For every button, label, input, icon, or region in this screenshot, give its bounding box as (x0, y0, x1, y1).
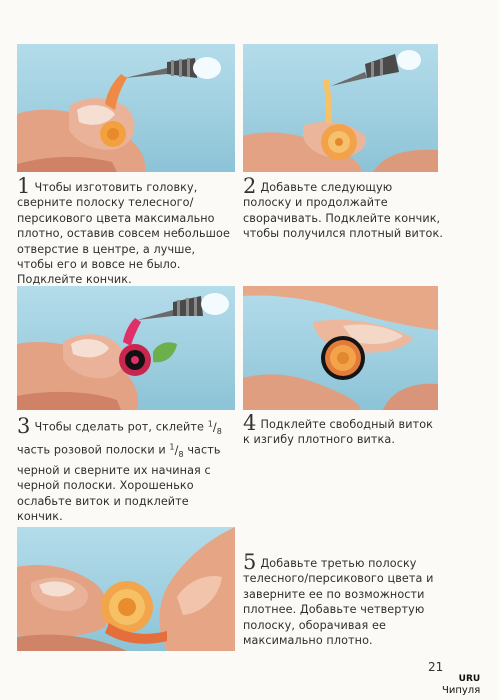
step-3-text (17, 413, 235, 524)
step-4-instruction: Подклейте свободный виток к изгибу плотного витка. (243, 418, 434, 447)
step-2-photo (243, 44, 438, 172)
step-3-number: 3 (17, 413, 31, 438)
step-1-illustration (17, 44, 235, 172)
step-4-text (243, 411, 443, 448)
step-3-instruction-a: Чтобы сделать рот, склейте (34, 420, 205, 434)
step-1-instruction: Чтобы изготовить головку, сверните полоску телесного/персикового цвета максимально плотно, оставив совсем небольшое отверстие в центре, а лучше, чтобы его и вовсе не было. Подклейте кончик. (17, 181, 230, 287)
step-1-photo (17, 44, 235, 172)
step-4-photo (243, 286, 438, 410)
step-5-photo (17, 527, 235, 651)
step-3-instruction-c: часть черной и сверните их начиная с черной полоски. Хорошенько ослабьте виток и подклейте кончик. (17, 444, 221, 523)
step-2-text (243, 174, 443, 242)
watermark-name: Чипуля (442, 685, 481, 696)
quilling-tool-icon (331, 50, 421, 86)
step-4-illustration (243, 286, 438, 410)
step-5-number: 5 (243, 550, 257, 574)
watermark-domain: URU (458, 674, 481, 684)
quilling-tool-icon (125, 57, 221, 79)
step-3-illustration (17, 286, 235, 410)
step-2-number: 2 (243, 174, 257, 198)
quilling-tool-icon (137, 293, 229, 320)
step-2-illustration (243, 44, 438, 172)
step-5-illustration (17, 527, 235, 651)
page-number: 21 (428, 660, 444, 674)
fraction-one-eighth-2: $^1/_8$ (169, 442, 184, 460)
step-1-number: 1 (17, 174, 31, 198)
watermark (442, 674, 480, 696)
step-3-photo (17, 286, 235, 410)
fraction-one-eighth: $^1/_8$ (207, 419, 222, 436)
step-3-instruction-b: часть розовой полоски и (17, 444, 166, 458)
step-1-text (17, 174, 235, 288)
step-5-text (243, 550, 443, 648)
step-2-instruction: Добавьте следующую полоску и продолжайте сворачивать. Подклейте кончик, чтобы получился плотный виток. (243, 181, 443, 241)
step-4-number: 4 (243, 411, 257, 435)
step-5-instruction: Добавьте третью полоску телесного/персикового цвета и заверните ее по возможности плотнее. Добавьте четвертую полоску, оборачивая ее максимально плотно. (243, 557, 434, 648)
